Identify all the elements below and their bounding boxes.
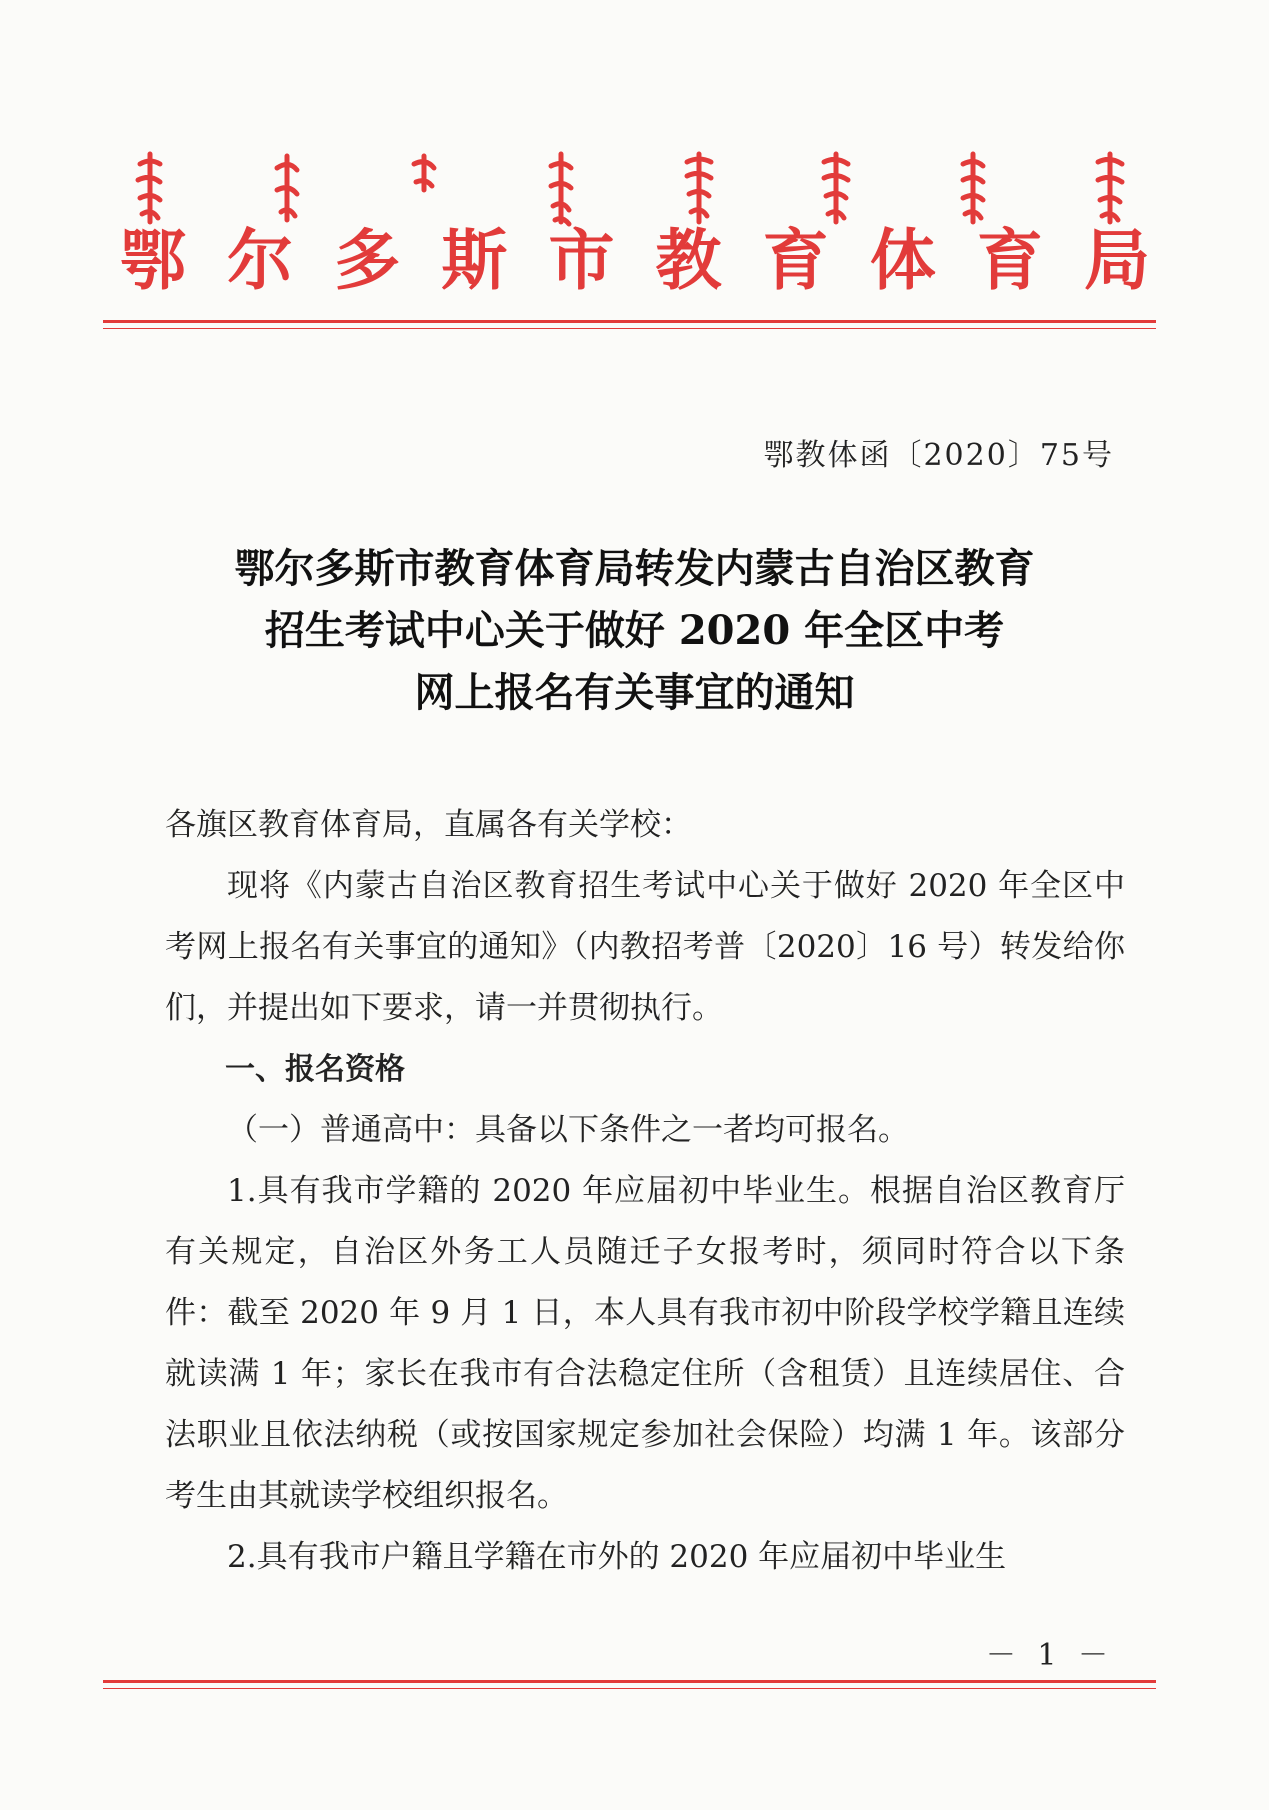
subsection-heading: （一）普通高中：具备以下条件之一者均可报名。	[227, 1112, 909, 1148]
mongolian-glyph-icon	[130, 150, 170, 230]
document-title	[100, 538, 1169, 724]
mongolian-script-wordmark-icon	[130, 150, 1130, 230]
mongolian-glyph-icon	[404, 150, 444, 230]
mongolian-glyph-icon	[1090, 150, 1130, 230]
mongolian-glyph-icon	[267, 150, 307, 230]
title-line: 招生考试中心关于做好 2020 年全区中考	[264, 607, 1005, 654]
footer-rule-top	[103, 1680, 1156, 1683]
mongolian-glyph-icon	[816, 150, 856, 230]
salutation: 各旗区教育体育局，直属各有关学校：	[165, 807, 692, 843]
page-number: － 1 －	[985, 1638, 1114, 1673]
document-number: 鄂教体函〔2020〕75号	[763, 438, 1114, 473]
org-name-char: 育	[976, 222, 1043, 299]
letterhead-rule-top-thin	[103, 328, 1156, 329]
org-name-char: 尔	[227, 222, 294, 299]
org-name-char: 教	[655, 222, 722, 299]
title-line: 鄂尔多斯市教育体育局转发内蒙古自治区教育	[234, 545, 1035, 592]
mongolian-glyph-icon	[953, 150, 993, 230]
org-name-char: 局	[1083, 222, 1150, 299]
footer-rule-bottom	[103, 1688, 1156, 1689]
mongolian-glyph-icon	[541, 150, 581, 230]
document-body	[165, 795, 1125, 1588]
org-name-char: 市	[548, 222, 615, 299]
letterhead-rule-top	[103, 320, 1156, 323]
org-name-char: 多	[334, 222, 401, 299]
list-item: 2.具有我市户籍且学籍在市外的 2020 年应届初中毕业生	[227, 1539, 1007, 1575]
organization-name	[120, 222, 1150, 299]
title-line: 网上报名有关事宜的通知	[414, 669, 855, 716]
section-heading: 一、报名资格	[225, 1052, 405, 1087]
org-name-char: 体	[869, 222, 936, 299]
org-name-char: 斯	[441, 222, 508, 299]
list-item: 1.具有我市学籍的 2020 年应届初中毕业生。根据自治区教育厅有关规定，自治区外务工人员随迁子女报考时，须同时符合以下条件：截至 2020 年 9 月 1 日，本人具有我市初中阶段学校学籍且连续就读满 1 年；家长在我市有合法稳定住所（含租赁）且连续居住、合法职业且依法纳税（或按国家规定参加社会保险）均满 1 年。该部分考生由其就读学校组织报名。	[165, 1173, 1125, 1514]
mongolian-glyph-icon	[679, 150, 719, 230]
org-name-char: 育	[762, 222, 829, 299]
org-name-char: 鄂	[120, 222, 186, 299]
paragraph: 现将《内蒙古自治区教育招生考试中心关于做好 2020 年全区中考网上报名有关事宜的通知》（内教招考普〔2020〕16 号）转发给你们，并提出如下要求，请一并贯彻执行。	[165, 868, 1125, 1026]
